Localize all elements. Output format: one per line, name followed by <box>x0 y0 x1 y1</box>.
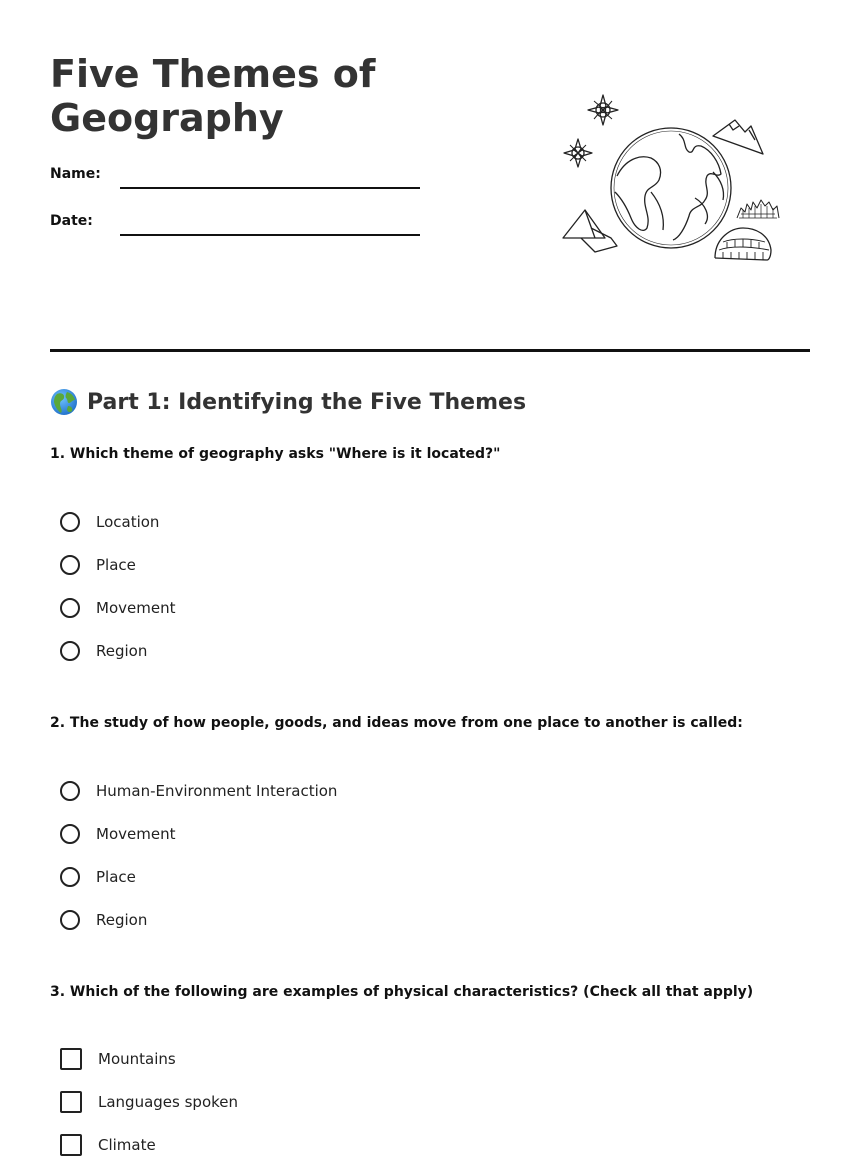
checkbox[interactable] <box>60 1048 82 1070</box>
question-1-text: 1. Which theme of geography asks "Where is it located?" <box>50 446 501 462</box>
q1-option-region[interactable] <box>60 638 147 664</box>
q1-option-location[interactable] <box>60 509 159 535</box>
globe-illustration-icon <box>555 88 785 268</box>
option-label: Climate <box>98 1136 156 1154</box>
globe-emoji-icon <box>50 388 78 416</box>
radio-button[interactable] <box>60 824 80 844</box>
radio-button[interactable] <box>60 910 80 930</box>
checkbox[interactable] <box>60 1134 82 1156</box>
option-label: Movement <box>96 599 176 617</box>
page-title: Five Themes of Geography <box>50 52 376 140</box>
q3-option-mountains[interactable] <box>60 1046 176 1072</box>
date-field[interactable] <box>120 234 420 236</box>
part-1-heading <box>50 388 526 416</box>
q3-option-climate[interactable] <box>60 1132 156 1158</box>
checkbox[interactable] <box>60 1091 82 1113</box>
option-label: Mountains <box>98 1050 176 1068</box>
question-2-text: 2. The study of how people, goods, and ideas move from one place to another is called: <box>50 715 743 731</box>
option-label: Place <box>96 556 136 574</box>
q2-option-place[interactable] <box>60 864 136 890</box>
q1-option-place[interactable] <box>60 552 136 578</box>
q3-option-languages-spoken[interactable] <box>60 1089 238 1115</box>
radio-button[interactable] <box>60 781 80 801</box>
q2-option-region[interactable] <box>60 907 147 933</box>
q2-option-human-environment-interaction[interactable] <box>60 778 337 804</box>
option-label: Region <box>96 642 148 660</box>
radio-button[interactable] <box>60 555 80 575</box>
q2-option-movement[interactable] <box>60 821 175 847</box>
radio-button[interactable] <box>60 867 80 887</box>
option-label: Movement <box>96 825 176 843</box>
option-label: Place <box>96 868 136 886</box>
option-label: Human-Environment Interaction <box>96 782 338 800</box>
name-field[interactable] <box>120 187 420 189</box>
question-3-text: 3. Which of the following are examples of physical characteristics? (Check all that apply) <box>50 984 754 1000</box>
name-label: Name: <box>50 166 101 182</box>
radio-button[interactable] <box>60 641 80 661</box>
option-label: Location <box>96 513 160 531</box>
date-label: Date: <box>50 213 93 229</box>
radio-button[interactable] <box>60 598 80 618</box>
option-label: Languages spoken <box>98 1093 239 1111</box>
q1-option-movement[interactable] <box>60 595 175 621</box>
part-1-heading-text: Part 1: Identifying the Five Themes <box>87 389 527 415</box>
section-divider <box>50 349 810 352</box>
radio-button[interactable] <box>60 512 80 532</box>
option-label: Region <box>96 911 148 929</box>
